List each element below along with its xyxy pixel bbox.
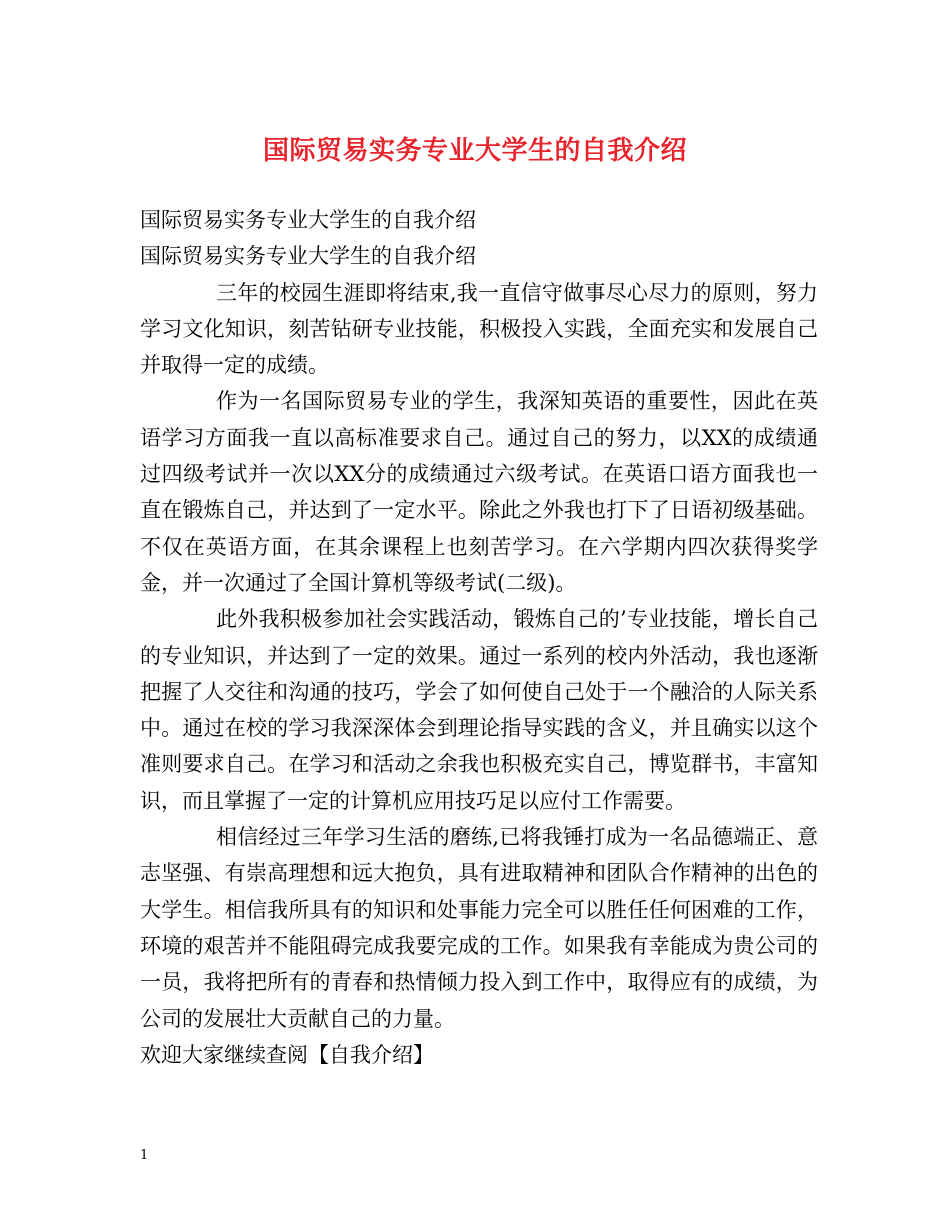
subtitle-line: 国际贸易实务专业大学生的自我介绍 [140, 208, 476, 232]
paragraph-english: 作为一名国际贸易专业的学生，我深知英语的重要性，因此在英语学习方面我一直以高标准要求自己。通过自己的努力，以XX的成绩通过四级考试并一次以XX分的成绩通过六级考试。在英语口语方面我也一直在锻炼自己，并达到了一定水平。除此之外我也打下了日语初级基础。不仅在英语方面，在其余课程上也刻苦学习。在六学期内四次获得奖学金，并一次通过了全国计算机等级考试(二级)。 [140, 389, 818, 595]
paragraph-practice: 此外我积极参加社会实践活动，锻炼自己的’专业技能，增长自己的专业知识，并达到了一定的效果。通过一系列的校内外活动，我也逐渐把握了人交往和沟通的技巧，学会了如何使自己处于一个融洽的人际关系中。通过在校的学习我深深体会到理论指导实践的含义，并且确实以这个准则要求自己。在学习和活动之余我也积极充实自己，博览群书，丰富知识，而且掌握了一定的计算机应用技巧足以应付工作需要。 [140, 607, 818, 813]
document-title: 国际贸易实务专业大学生的自我介绍 [262, 136, 687, 166]
page-number: 1 [140, 1148, 149, 1163]
paragraph-conclusion: 相信经过三年学习生活的磨练,已将我锤打成为一名品德端正、意志坚强、有崇高理想和远大抱负，具有进取精神和团队合作精神的出色的大学生。相信我所具有的知识和处事能力完全可以胜任任何困难的工作，环境的艰苦并不能阻碍完成我要完成的工作。如果我有幸能成为贵公司的一员，我将把所有的青春和热情倾力投入到工作中，取得应有的成绩，为公司的发展壮大贡献自己的力量。 [140, 825, 818, 1031]
closing-line: 欢迎大家继续查阅【自我介绍】 [140, 1042, 434, 1067]
paragraph-intro: 三年的校园生涯即将结束,我一直信守做事尽心尽力的原则，努力学习文化知识，刻苦钻研专业技能，积极投入实践，全面充实和发展自己并取得一定的成绩。 [140, 280, 818, 378]
subtitle-line: 国际贸易实务专业大学生的自我介绍 [140, 244, 476, 269]
document-body [140, 202, 818, 1073]
